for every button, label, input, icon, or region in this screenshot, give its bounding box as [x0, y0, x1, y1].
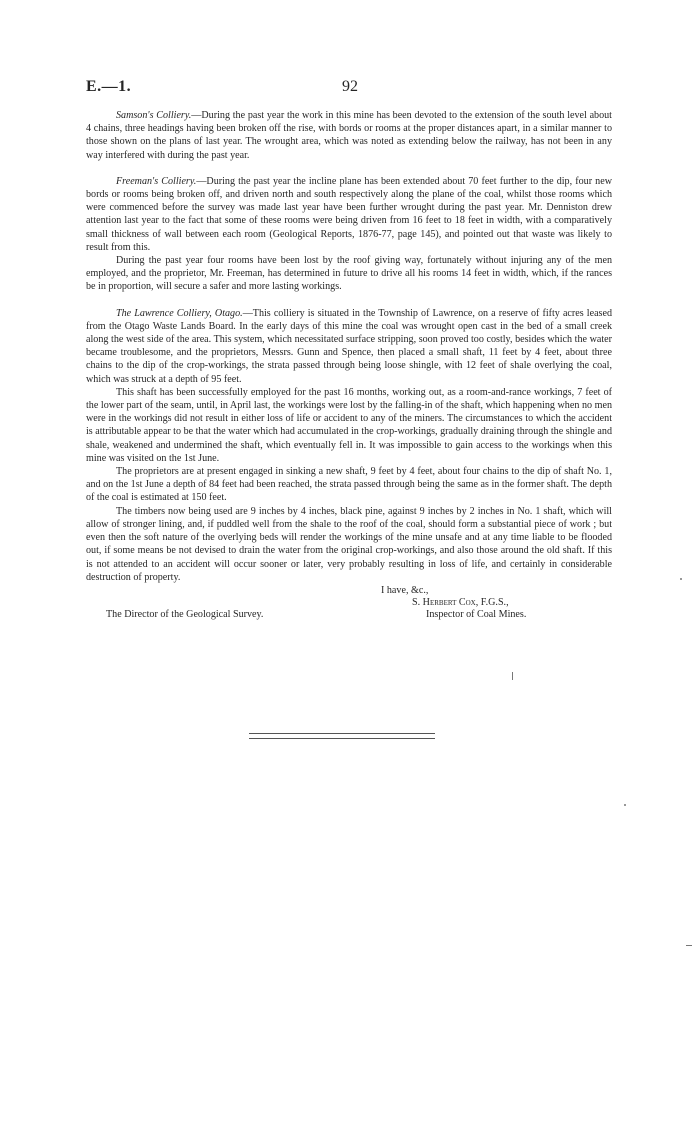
- section-lawrence-colliery: [86, 307, 612, 584]
- scan-speck: [624, 804, 626, 806]
- document-code: E.—1.: [86, 78, 132, 95]
- section-title: Samson's Colliery.: [116, 110, 192, 121]
- section-freemans-colliery: [86, 175, 612, 294]
- paragraph: The timbers now being used are 9 inches by 4 inches, black pine, against 9 inches by 2 inches in No. 1 shaft, which will allow of stronger lining, and, if puddled well from the shale to the roof of the coal, should form a substantial piece of work ; but even then the soft nature of the overlying beds will render the workings of the mine unsafe and at any time liable to be flooded out, if some means be not devised to drain the water from the original crop-workings, and also those around the old shaft. If this is not attended to an accident will occur sooner or later, very probably resulting in loss of life, and certainly in considerable destruction of property.: [86, 505, 612, 583]
- scan-speck: [512, 672, 513, 680]
- section-title: Freeman's Colliery.: [116, 175, 197, 187]
- section-divider: [249, 733, 435, 739]
- report-body: [86, 109, 612, 624]
- paragraph: This shaft has been successfully employed for the past 16 months, working out, as a room-and-rance workings, 7 feet of the lower part of the seam, until, in April last, the workings were lost by the falling-in of the shaft, which happening when no men were in the workings did not result in either loss of life or accident to any of the miners. The circumstances to which the accident is attributable appear to be that the water which had accumulated in the crop-workings, gradually draining through the shingle and shale, weakened and undermined the shaft, which eventually fell in. It was impossible to gain access to the workings when this mine was visited on the 1st June.: [86, 386, 612, 464]
- signoff-block: [86, 584, 612, 624]
- signer-title: Inspector of Coal Mines.: [426, 608, 527, 620]
- paragraph: [86, 175, 612, 254]
- closing-salutation: I have, &c.,: [381, 584, 429, 596]
- paragraph: [86, 109, 612, 162]
- section-title: The Lawrence Colliery, Otago.: [116, 307, 243, 319]
- paragraph: During the past year four rooms have been lost by the roof giving way, fortunately without injuring any of the men employed, and the proprietor, Mr. Freeman, has determined in future to drive all his rooms 14 feet in width, which, if the rances be in proportion, will secure a safer and more lasting workings.: [86, 255, 612, 293]
- paragraph: The proprietors are at present engaged in sinking a new shaft, 9 feet by 4 feet, about four chains to the dip of shaft No. 1, and on the 1st June a depth of 84 feet had been reached, the strata passed through being the same as in the former shaft. The depth of the coal is estimated at 150 feet.: [86, 466, 612, 504]
- paragraph: [86, 307, 612, 386]
- scan-speck: [680, 578, 682, 580]
- signer-name: Herbert Cox: [422, 596, 476, 608]
- signer-initial: S.: [412, 596, 421, 608]
- scan-speck: [686, 945, 692, 946]
- page-header: [86, 78, 614, 100]
- page-number: 92: [342, 78, 358, 95]
- section-samsons-colliery: [86, 109, 612, 162]
- addressee: The Director of the Geological Survey.: [106, 608, 264, 620]
- paragraph-text: —This colliery is situated in the Township of Lawrence, on a reserve of fifty acres leased from the Otago Waste Lands Board. In the early days of this mine the coal was wrought open cast in the bed of a small creek along the west side of the area. This system, which necessitated surface stripping, soon proved too costly, besides which the water became troublesome, and the proprietors, Messrs. Gunn and Spence, then placed a small shaft, 11 feet by 4 feet, about three chains to the dip of the crop-workings, the strata passed through being loose shingle, with 12 feet of shale overlying the coal, which was struck at a depth of 95 feet.: [86, 307, 612, 385]
- paragraph-text: —During the past year the work in this mine has been devoted to the extension of the south level about 4 chains, three headings having been broken off the rise, with bords or rooms at the proper distances apart, in a similar manner to those shown on the plans of last year. The wrought area, which was noted as extending below the railway, has not been in any way interfered with during the past year.: [86, 110, 612, 161]
- paragraph-text: —During the past year the incline plane has been extended about 70 feet further to the dip, four new bords or rooms being broken off, and driven north and south respectively along the plane of the coal, whilst those rooms which were commenced before the survey was made last year have been further wrought during the past year. Mr. Denniston drew attention last year to the fact that some of these rooms were being driven from 16 feet to 18 feet in width, with a comparatively small thickness of wall between each room (Geological Reports, 1876-77, page 145), and pointed out that waste was likely to result from this.: [86, 175, 612, 253]
- signer-credentials: , F.G.S.,: [475, 596, 509, 608]
